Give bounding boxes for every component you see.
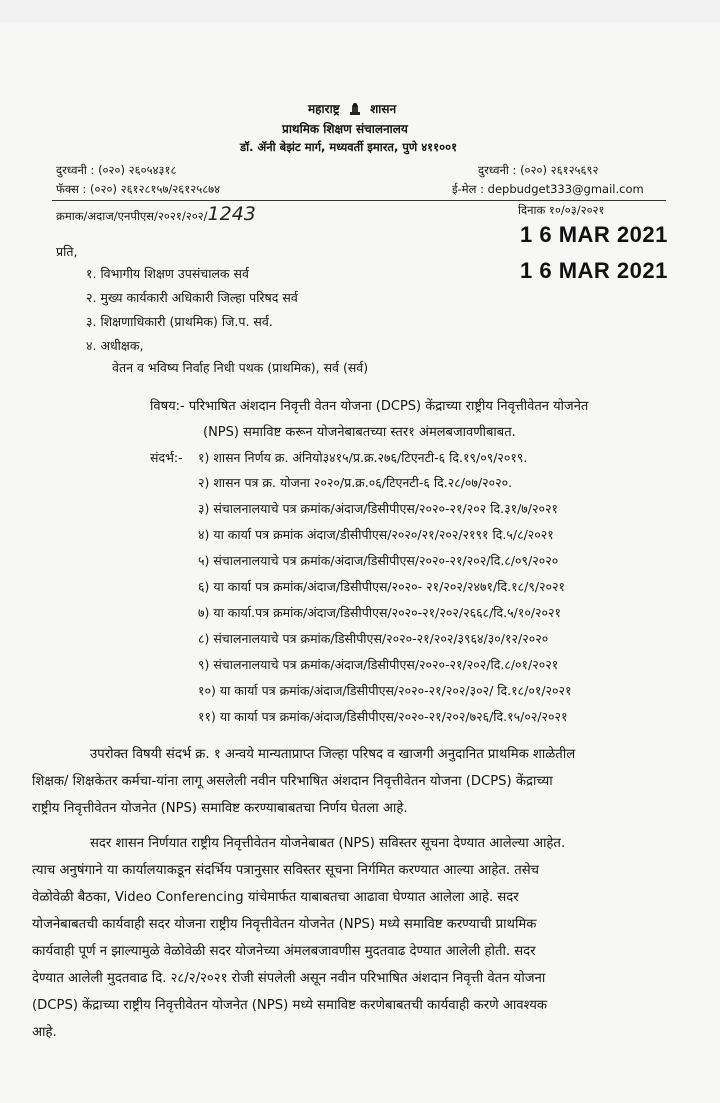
para1-line: शिक्षक/ शिक्षकेतर कर्मचा-यांना लागू असलेली नवीन परिभाषित अंशदान निवृत्तीवेतन योजना (DCPS) केंद्राच्या: [32, 774, 553, 789]
para2-line: देण्यात आलेली मुदतवाढ दि. २८/२/२०२१ रोजी संपलेली असून नवीन परिभाषित अंशदान निवृत्ती वेतन योजना: [32, 971, 546, 986]
para2-line: त्याच अनुषंगाने या कार्यालयाकडून संदर्भिय पत्रानुसार सविस्तर सूचना निर्गमित करण्यात आल्या आहेत. तसेच: [32, 863, 540, 878]
phone-right: दुरध्वनी : (०२०) २६१२५६९२: [478, 163, 599, 177]
letterhead-government: शासन: [370, 102, 397, 116]
para2-line: आहे.: [32, 1025, 57, 1040]
reference-number-text: क्रमाक/अदाज/एनपीएस/२०२१/२०२/: [56, 209, 208, 223]
received-stamp-2: 1 6 MAR 2021: [520, 258, 668, 283]
para2-line: कार्यवाही पूर्ण न झाल्यामुळे वेळोवेळी सदर योजनेच्या अंमलबजावणीस मुदतवाढ देण्यात आलेली होती. सदर: [32, 944, 536, 959]
subject-line-1: विषय:- परिभाषित अंशदान निवृत्ती वेतन योजना (DCPS) केंद्राच्या राष्ट्रीय निवृत्तीवेतन योजनेत: [150, 399, 589, 414]
recipient-item: ४. अधीक्षक,: [86, 338, 144, 353]
reference-item: ११) या कार्या पत्र क्रमांक/अंदाज/डिसीपीएस/२०२०-२१/२०२/७२६/दि.१५/०२/२०२१: [198, 709, 568, 724]
reference-item: ४) या कार्या पत्र क्रमांक अंदाज/डीसीपीएस/२०२०/२१/२०२/२१९१ दि.५/८/२०२१: [198, 527, 554, 542]
references-label: संदर्भ:-: [150, 450, 183, 465]
para2-line: योजनेबाबतची कार्यवाही सदर योजना राष्ट्रीय निवृत्तीवेतन योजनेत (NPS) मध्ये समाविष्ट करण्याची प्राथमिक: [32, 917, 537, 932]
phone-left: दुरध्वनी : (०२०) २६०५४३१८: [56, 163, 177, 177]
recipient-item: १. विभागीय शिक्षण उपसंचालक सर्व: [86, 266, 249, 281]
reference-item: ८) संचालनालयाचे पत्र क्रमांक/डिसीपीएस/२०२०-२१/२०२/३९६४/३०/१२/२०२०: [198, 631, 549, 646]
reference-item: ७) या कार्या.पत्र क्रमांक/अंदाज/डिसीपीएस/२०२०-२१/२०२/२६६८/दि.५/१०/२०२१: [198, 605, 562, 620]
recipient-item: २. मुख्य कार्यकारी अधिकारी जिल्हा परिषद सर्व: [86, 290, 298, 305]
reference-item: ९) संचालनालयाचे पत्र क्रमांक/अंदाज/डिसीपीएस/२०२०-२१/२०२/दि.८/०१/२०२१: [198, 657, 559, 672]
subject-line-2: (NPS) समाविष्ट करून योजनेबाबतच्या स्तर१ अंमलबजावणीबाबत.: [203, 425, 516, 440]
letterhead-title: [308, 100, 396, 117]
para1-line: राष्ट्रीय निवृत्तीवेतन योजनेत (NPS) समाविष्ट करण्याबाबतचा निर्णय घेतला आहे.: [32, 801, 408, 816]
recipients-prati: प्रति,: [56, 244, 78, 259]
top-band: [0, 0, 720, 22]
letter-date: दिनाक १०/०३/२०२१: [518, 203, 605, 217]
reference-item: ५) संचालनालयाचे पत्र क्रमांक/अंदाज/डिसीपीएस/२०२०-२१/२०२/दि.८/०९/२०२०: [198, 553, 559, 568]
received-stamp-1: 1 6 MAR 2021: [520, 222, 668, 247]
recipient-item: ३. शिक्षणाधिकारी (प्राथमिक) जि.प. सर्व.: [86, 314, 273, 329]
para2-line: वेळोवेळी बैठका, Video Conferencing यांचेमार्फत याबाबतचा आढावा घेण्यात आलेला आहे. सदर: [32, 890, 519, 905]
reference-item: १०) या कार्या पत्र क्रमांक/अंदाज/डिसीपीएस/२०२०-२१/२०२/३०२/ दि.१८/०१/२०२१: [198, 683, 572, 698]
email-address: ई-मेल : depbudget333@gmail.com: [452, 182, 644, 196]
directorate-name: प्राथमिक शिक्षण संचालनालय: [282, 122, 408, 136]
para2-line: सदर शासन निर्णयात राष्ट्रीय निवृत्तीवेतन योजनेबाबत (NPS) सविस्तर सूचना देण्यात आलेल्या आहेत.: [90, 836, 566, 851]
reference-item: ३) संचालनालयाचे पत्र क्रमांक/अंदाज/डिसीपीएस/२०२०-२१/२०२ दि.३१/७/२०२१: [198, 501, 558, 516]
reference-item: २) शासन पत्र क्र. योजना २०२०/प्र.क्र.०६/टिएनटी-६ दि.२८/०७/२०२०.: [198, 475, 513, 490]
reference-item: ६) या कार्या पत्र क्रमांक/अंदाज/डिसीपीएस/२०२०- २१/२०२/२४७१/दि.१८/९/२०२१: [198, 579, 566, 594]
para1-line: उपरोक्त विषयी संदर्भ क्र. १ अन्वये मान्यताप्राप्त जिल्हा परिषद व खाजगी अनुदानित प्राथमिक शाळेतील: [90, 747, 576, 762]
reference-number: [56, 203, 256, 225]
national-emblem-icon: [347, 100, 363, 116]
office-address: डॉ. ॲनी बेझंट मार्ग, मध्यवर्ती इमारत, पुणे ४११००१: [240, 140, 458, 154]
para2-line: (DCPS) केंद्राच्या राष्ट्रीय निवृत्तीवेतन योजनेत (NPS) मध्ये समाविष्ट करणेबाबतची कार्यवाही करणे आवश्यक: [32, 998, 548, 1013]
fax-number: फॅक्स : (०२०) २६१२८१५७/२६१२५८७४: [56, 182, 221, 196]
recipient-item-4-detail: वेतन व भविष्य निर्वाह निधी पथक (प्राथमिक), सर्व (सर्व): [112, 360, 369, 375]
letterhead-divider: [52, 200, 666, 201]
handwritten-ref-number: 1243: [207, 203, 256, 225]
letterhead-state: महाराष्ट्र: [308, 102, 340, 116]
reference-item: १) शासन निर्णय क्र. अंनियो३४१५/प्र.क्र.२७६/टिएनटी-६ दि.१९/०९/२०१९.: [198, 450, 528, 465]
